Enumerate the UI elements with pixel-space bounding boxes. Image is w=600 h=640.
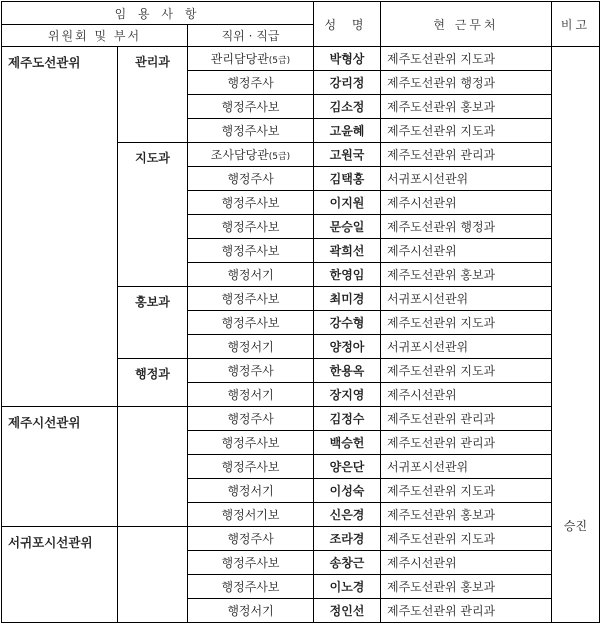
name-cell: 양은단 <box>314 455 381 479</box>
dept-cell: 관리과 <box>118 47 188 143</box>
position-cell: 행정주사보 <box>188 287 314 311</box>
header-name: 성 명 <box>314 2 381 47</box>
dept-cell: 홍보과 <box>118 287 188 359</box>
name-cell: 강수형 <box>314 311 381 335</box>
position-cell <box>188 143 314 167</box>
position-cell: 행정주사보 <box>188 119 314 143</box>
current-workplace-cell: 서귀포시선관위 <box>381 287 552 311</box>
name-cell: 백승헌 <box>314 431 381 455</box>
name-cell: 김택홍 <box>314 167 381 191</box>
position-grade: (5급) <box>268 152 291 162</box>
current-workplace-cell: 제주도선관위 지도과 <box>381 47 552 71</box>
current-workplace-cell: 제주시선관위 <box>381 239 552 263</box>
appointment-table <box>1 1 600 623</box>
current-workplace-cell: 제주도선관위 관리과 <box>381 407 552 431</box>
dept-cell: 행정과 <box>118 359 188 407</box>
name-cell: 박형상 <box>314 47 381 71</box>
position-cell: 행정주사보 <box>188 239 314 263</box>
dept-cell: 지도과 <box>118 143 188 287</box>
name-cell: 조라경 <box>314 527 381 551</box>
position-cell: 행정서기 <box>188 383 314 407</box>
current-workplace-cell: 제주도선관위 홍보과 <box>381 95 552 119</box>
position-cell: 행정주사보 <box>188 191 314 215</box>
current-workplace-cell: 제주도선관위 홍보과 <box>381 575 552 599</box>
position-cell: 행정서기보 <box>188 503 314 527</box>
position-cell: 행정서기 <box>188 599 314 623</box>
current-workplace-cell: 제주도선관위 행정과 <box>381 215 552 239</box>
name-cell: 김소정 <box>314 95 381 119</box>
current-workplace-cell: 제주시선관위 <box>381 383 552 407</box>
header-row-1 <box>2 2 600 25</box>
name-cell: 이노경 <box>314 575 381 599</box>
current-workplace-cell: 서귀포시선관위 <box>381 455 552 479</box>
position-grade: (5급) <box>268 56 291 66</box>
current-workplace-cell: 제주시선관위 <box>381 551 552 575</box>
position-cell: 행정주사 <box>188 167 314 191</box>
position-cell: 행정서기 <box>188 263 314 287</box>
position-cell: 행정주사보 <box>188 215 314 239</box>
name-cell: 고원국 <box>314 143 381 167</box>
position-cell: 행정서기 <box>188 479 314 503</box>
position-cell: 행정주사보 <box>188 311 314 335</box>
table-row <box>2 407 600 431</box>
position-cell: 행정주사보 <box>188 455 314 479</box>
header-position: 직위 · 직급 <box>188 25 314 47</box>
current-workplace-cell: 제주도선관위 지도과 <box>381 311 552 335</box>
current-workplace-cell: 제주도선관위 관리과 <box>381 599 552 623</box>
committee-cell: 서귀포시선관위 <box>2 527 118 623</box>
name-cell: 송창근 <box>314 551 381 575</box>
name-cell: 강리정 <box>314 71 381 95</box>
committee-cell: 제주시선관위 <box>2 407 118 527</box>
current-workplace-cell: 제주도선관위 홍보과 <box>381 503 552 527</box>
position-title: 관리담당관 <box>210 52 269 66</box>
position-cell: 행정주사 <box>188 527 314 551</box>
header-current-workplace: 현 근무처 <box>381 2 552 47</box>
header-note: 비고 <box>552 2 600 47</box>
current-workplace-cell: 제주도선관위 지도과 <box>381 359 552 383</box>
position-cell: 행정주사보 <box>188 575 314 599</box>
name-cell: 이성숙 <box>314 479 381 503</box>
table-row <box>2 527 600 551</box>
position-cell: 행정주사 <box>188 71 314 95</box>
current-workplace-cell: 제주도선관위 관리과 <box>381 431 552 455</box>
name-cell: 신은경 <box>314 503 381 527</box>
name-cell: 한용옥 <box>314 359 381 383</box>
current-workplace-cell: 서귀포시선관위 <box>381 167 552 191</box>
position-cell: 행정서기 <box>188 335 314 359</box>
name-cell: 문승일 <box>314 215 381 239</box>
current-workplace-cell: 제주도선관위 행정과 <box>381 71 552 95</box>
current-workplace-cell: 제주도선관위 지도과 <box>381 119 552 143</box>
name-cell: 최미경 <box>314 287 381 311</box>
dept-cell <box>118 407 188 527</box>
dept-cell <box>118 527 188 623</box>
table-row <box>2 47 600 71</box>
name-cell: 정인선 <box>314 599 381 623</box>
current-workplace-cell: 서귀포시선관위 <box>381 335 552 359</box>
current-workplace-cell: 제주도선관위 관리과 <box>381 143 552 167</box>
position-title: 조사담당관 <box>210 148 269 162</box>
name-cell: 이지원 <box>314 191 381 215</box>
position-cell: 행정주사 <box>188 407 314 431</box>
name-cell: 김정수 <box>314 407 381 431</box>
name-cell: 장지영 <box>314 383 381 407</box>
position-cell: 행정주사보 <box>188 431 314 455</box>
name-cell: 곽희선 <box>314 239 381 263</box>
current-workplace-cell: 제주도선관위 지도과 <box>381 527 552 551</box>
note-cell: 승진 <box>552 47 600 623</box>
position-cell <box>188 47 314 71</box>
current-workplace-cell: 제주시선관위 <box>381 191 552 215</box>
name-cell: 고윤혜 <box>314 119 381 143</box>
appointment-document <box>0 1 600 640</box>
table-body <box>2 47 600 623</box>
header-committee-dept: 위원회 및 부서 <box>2 25 188 47</box>
name-cell: 한영임 <box>314 263 381 287</box>
position-cell: 행정주사보 <box>188 551 314 575</box>
current-workplace-cell: 제주도선관위 지도과 <box>381 479 552 503</box>
position-cell: 행정주사보 <box>188 95 314 119</box>
committee-cell: 제주도선관위 <box>2 47 118 407</box>
position-cell: 행정주사 <box>188 359 314 383</box>
name-cell: 양정아 <box>314 335 381 359</box>
header-appointment: 임 용 사 항 <box>2 2 314 25</box>
current-workplace-cell: 제주도선관위 홍보과 <box>381 263 552 287</box>
